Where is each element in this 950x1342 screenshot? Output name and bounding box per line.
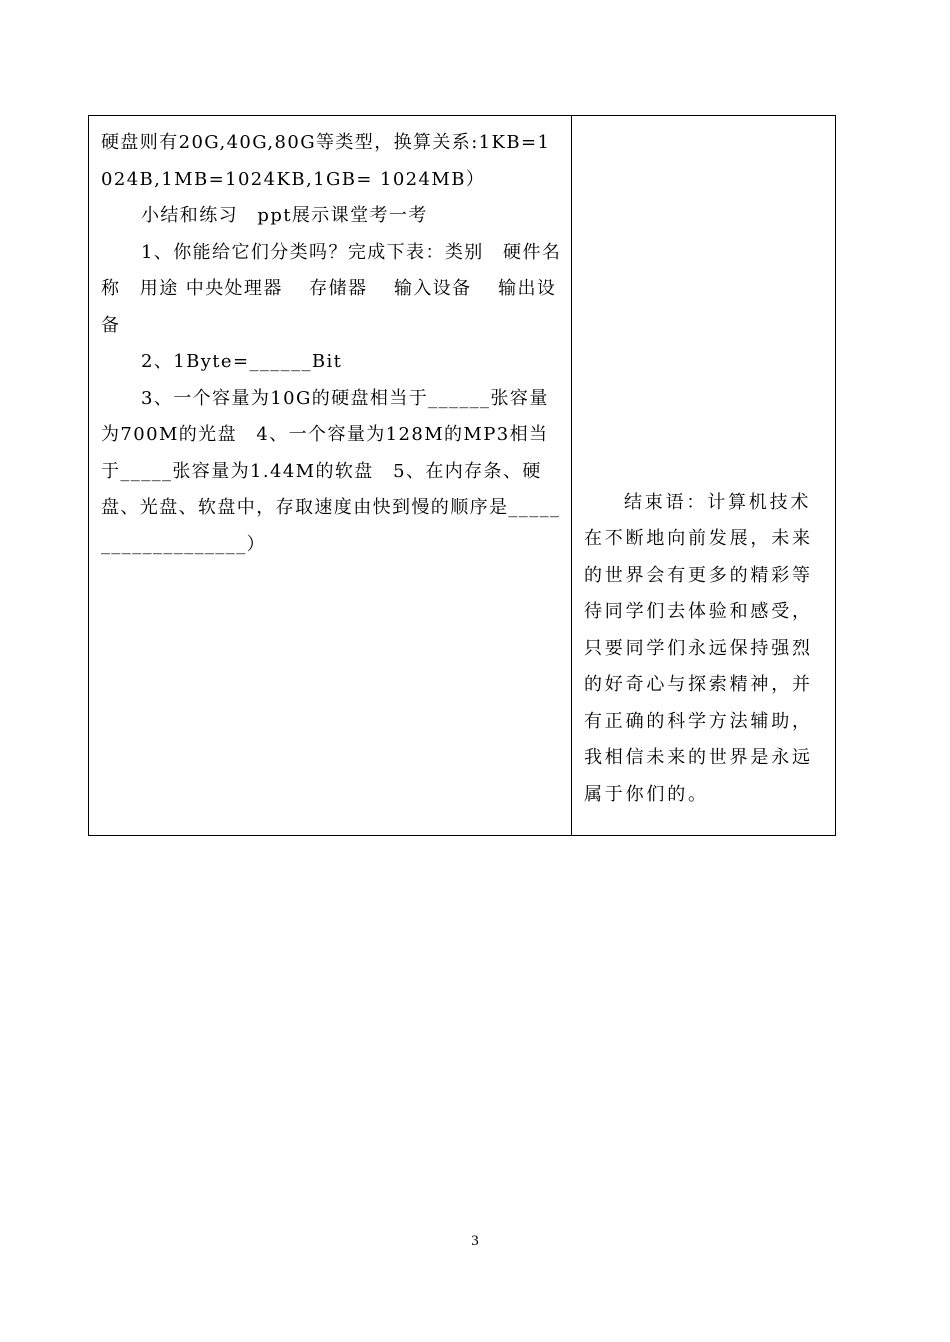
- lesson-content-cell: [89, 116, 572, 835]
- page-number: 3: [471, 1233, 479, 1249]
- lesson-table: [88, 115, 836, 836]
- exercise-2: 2、1Byte=______Bit: [141, 351, 343, 372]
- closing-remarks: 结束语：计算机技术在不断地向前发展，未来的世界会有更多的精彩等待同学们去体验和感受，只要同学们永远保持强烈的好奇心与探索精神，并有正确的科学方法辅助，我相信未来的世界是永远属于你们的。: [584, 491, 813, 805]
- exercise-3-5: 3、一个容量为10G的硬盘相当于______张容量为700M的光盘 4、一个容量为128M的MP3相当于_____张容量为1.44M的软盘 5、在内存条、硬盘、光盘、软盘中，存取速度由快到慢的顺序是___________________）: [101, 387, 561, 555]
- unit-conversion-paragraph: 硬盘则有20G,40G,80G等类型，换算关系:1KB=1024B,1MB=1024KB,1GB= 1024MB）: [101, 132, 551, 190]
- closing-remarks-cell: [572, 116, 835, 835]
- exercise-1: 1、你能给它们分类吗？完成下表：类别 硬件名称 用途 中央处理器 存储器 输入设备 输出设备: [101, 241, 562, 336]
- summary-heading: 小结和练习 ppt展示课堂考一考: [141, 205, 428, 226]
